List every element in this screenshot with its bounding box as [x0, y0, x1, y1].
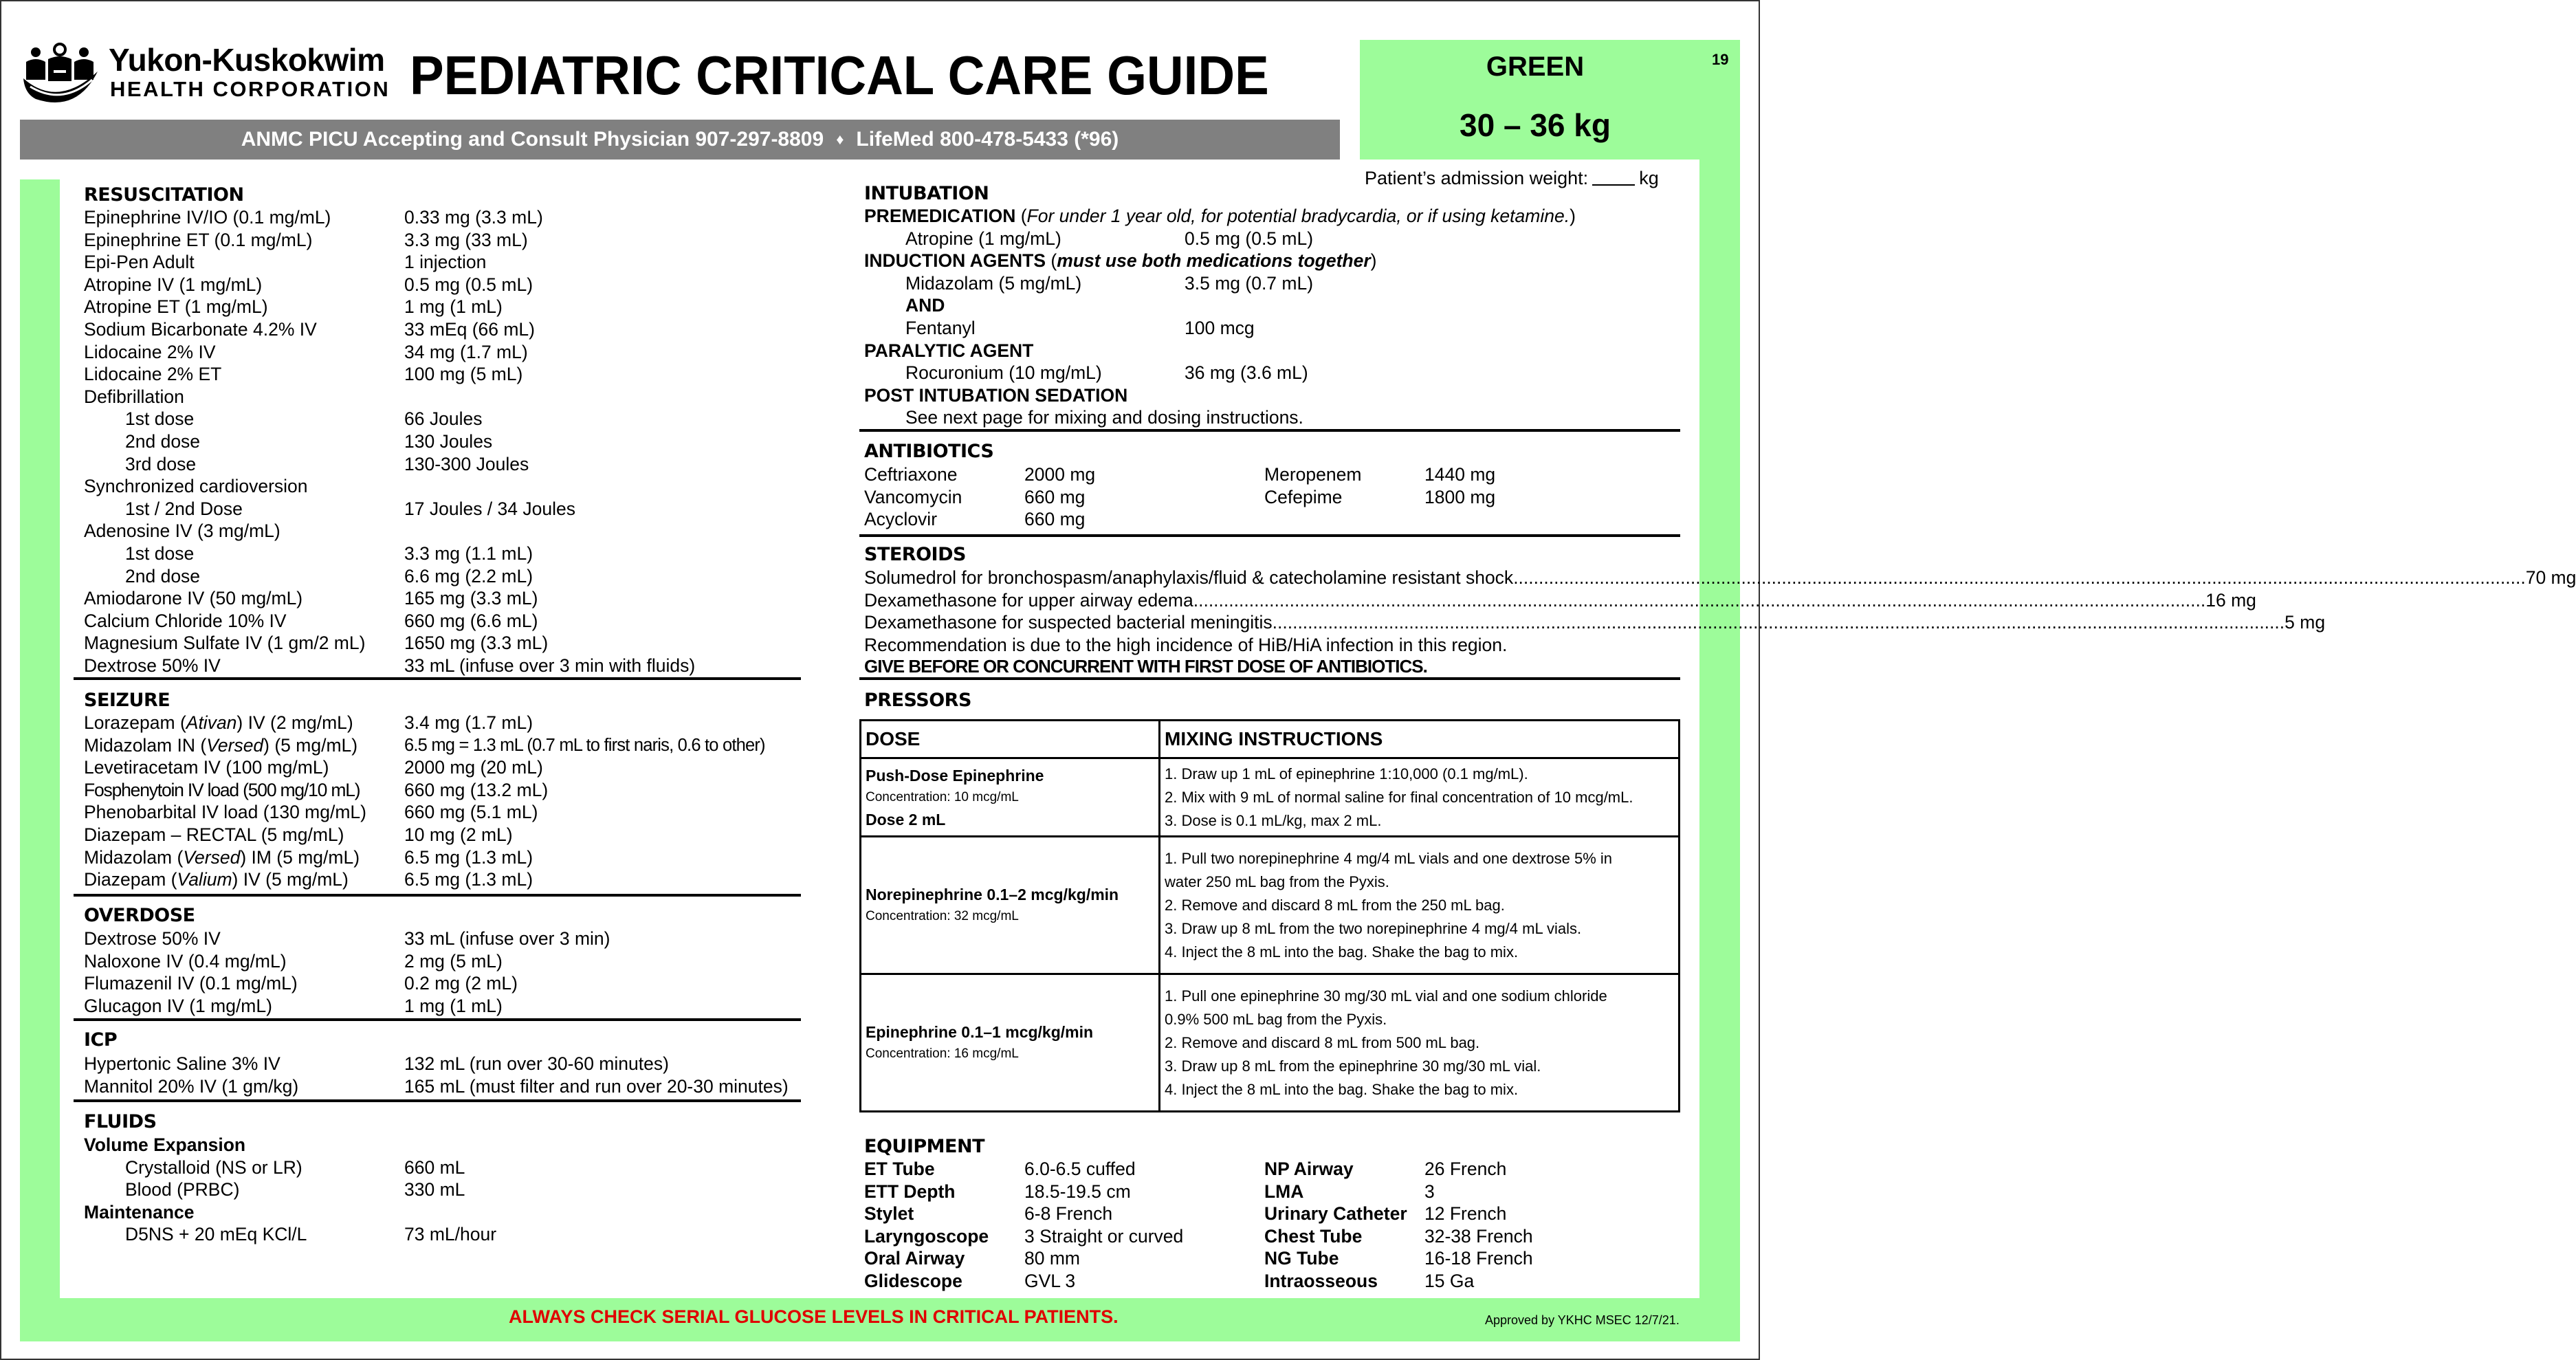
- item-label: [84, 779, 360, 801]
- item-label: Solumedrol for bronchospasm/anaphylaxis/fluid & catecholamine resistant shock: [864, 567, 1514, 588]
- item-value: 34 mg (1.7 mL): [404, 341, 528, 362]
- pressor-concentration: Concentration: 32 mcg/mL: [866, 908, 1019, 923]
- page-title: PEDIATRIC CRITICAL CARE GUIDE: [410, 45, 1269, 106]
- item-value: 330 mL: [404, 1179, 465, 1200]
- item-value: 36 mg (3.6 mL): [1185, 362, 1308, 384]
- mixing-step: water 250 mL bag from the Pyxis.: [1165, 873, 1389, 890]
- dot-leader: ........................................................................................................................................................................................................: [1272, 612, 2285, 633]
- item-label: Intraosseous: [1264, 1271, 1378, 1291]
- item-label: Volume Expansion: [84, 1134, 246, 1155]
- label-part: Levetiracetam IV (100 mg/mL): [84, 757, 329, 778]
- mixing-step: 4. Inject the 8 mL into the bag. Shake the bag to mix.: [1165, 943, 1519, 961]
- item-value: 660 mg (13.2 mL): [404, 779, 549, 800]
- item-label: [84, 712, 353, 734]
- item-label: 2nd dose: [125, 431, 201, 452]
- item-label: Cefepime: [1264, 486, 1343, 507]
- item-label: Vancomycin: [864, 486, 962, 507]
- item-value: 3 Straight or curved: [1024, 1225, 1184, 1247]
- approval-note: Approved by YKHC MSEC 12/7/21.: [1485, 1313, 1680, 1327]
- paren: (: [1046, 250, 1057, 272]
- item-label: AND: [905, 295, 945, 316]
- item-value: 6.0-6.5 cuffed: [1024, 1159, 1136, 1179]
- item-value: 6-8 French: [1024, 1203, 1113, 1225]
- pressor-dose: Dose 2 mL: [866, 810, 946, 829]
- pressor-row: [861, 837, 1680, 974]
- brand-name: Versed: [206, 734, 264, 756]
- item-label: [84, 801, 366, 823]
- resuscitation-heading: RESUSCITATION: [84, 184, 244, 206]
- item-label: [84, 756, 329, 778]
- item-value: 100 mg (5 mL): [404, 364, 523, 385]
- item-label: Dexamethasone for suspected bacterial meningitis: [864, 612, 1273, 633]
- item-label: ETT Depth: [864, 1181, 956, 1202]
- pressor-name: Epinephrine 0.1–1 mcg/kg/min: [866, 1022, 1094, 1041]
- item-value: 18.5-19.5 cm: [1024, 1181, 1131, 1202]
- item-value: 0.33 mg (3.3 mL): [404, 207, 543, 228]
- steroids-heading: STEROIDS: [864, 544, 966, 565]
- item-value: 0.5 mg (0.5 mL): [404, 274, 533, 295]
- item-value: 165 mg (3.3 mL): [404, 588, 538, 609]
- admission-weight-field[interactable]: [1592, 171, 1635, 186]
- item-label: Dexamethasone for upper airway edema: [864, 589, 1193, 611]
- contact-bar: [20, 120, 1340, 160]
- item-label: Calcium Chloride 10% IV: [84, 610, 287, 631]
- intubation-heading: INTUBATION: [864, 183, 989, 204]
- subheading-label: PREMEDICATION: [864, 206, 1016, 226]
- item-label: Fentanyl: [905, 318, 976, 338]
- item-label: Sodium Bicarbonate 4.2% IV: [84, 319, 317, 340]
- pressor-concentration: Concentration: 16 mcg/mL: [866, 1046, 1019, 1061]
- mixing-step: 2. Mix with 9 mL of normal saline for final concentration of 10 mcg/mL.: [1165, 788, 1633, 806]
- pressors-heading: PRESSORS: [864, 690, 971, 711]
- item-label: Dextrose 50% IV: [84, 928, 221, 949]
- item-label: Blood (PRBC): [125, 1179, 240, 1200]
- lifemed-contact: LifeMed 800-478-5433 (*96): [856, 128, 1119, 151]
- item-label: Magnesium Sulfate IV (1 gm/2 mL): [84, 633, 366, 654]
- item-label: 2nd dose: [125, 565, 201, 586]
- mixing-step: 2. Remove and discard 8 mL from 500 mL bag.: [1165, 1033, 1480, 1051]
- intubation-subheading: [864, 384, 1127, 406]
- section-divider: [74, 894, 801, 897]
- item-label: [84, 734, 357, 756]
- item-label: Lidocaine 2% IV: [84, 341, 216, 362]
- item-value: 80 mm: [1024, 1248, 1080, 1269]
- item-value: 33 mL (infuse over 3 min with fluids): [404, 655, 696, 676]
- pressor-name: Push-Dose Epinephrine: [866, 766, 1044, 785]
- seizure-heading: SEIZURE: [84, 690, 170, 711]
- item-value: 130 Joules: [404, 431, 493, 452]
- item-value: 12 French: [1424, 1203, 1507, 1225]
- item-value: 6.6 mg (2.2 mL): [404, 565, 533, 586]
- item-value: 130-300 Joules: [404, 453, 529, 474]
- item-label: [84, 846, 360, 868]
- label-part: Diazepam (: [84, 869, 177, 890]
- glucose-warning: ALWAYS CHECK SERIAL GLUCOSE LEVELS IN CRITICAL PATIENTS.: [509, 1306, 1119, 1327]
- section-divider: [74, 1099, 801, 1102]
- subheading-note: For under 1 year old, for potential bradycardia, or if using ketamine.: [1026, 206, 1570, 226]
- item-label: Midazolam (5 mg/mL): [905, 272, 1082, 294]
- label-part: Midazolam (: [84, 846, 184, 868]
- diamond-icon: ♦: [836, 131, 844, 148]
- steroids-warning: GIVE BEFORE OR CONCURRENT WITH FIRST DOSE OF ANTIBIOTICS.: [864, 656, 1427, 677]
- brand-name: Valium: [177, 869, 232, 890]
- intubation-subheading: [864, 340, 1033, 362]
- item-label: NG Tube: [1264, 1248, 1339, 1269]
- item-label: Epi-Pen Adult: [84, 252, 195, 273]
- label-part: Midazolam IN (: [84, 734, 207, 756]
- org-name: Yukon-Kuskokwim: [109, 42, 385, 78]
- item-value: 70 mg: [2525, 567, 2576, 588]
- label-part: ) IV (5 mg/mL): [232, 869, 349, 890]
- dot-leader: ........................................................................................................................................................................................................: [1513, 567, 2526, 588]
- paren: ): [1570, 206, 1576, 226]
- item-label: Atropine (1 mg/mL): [905, 228, 1061, 249]
- item-label: Amiodarone IV (50 mg/mL): [84, 588, 303, 609]
- brand-name: Ativan: [186, 712, 237, 733]
- mixing-step: 1. Pull two norepinephrine 4 mg/4 mL vials and one dextrose 5% in: [1165, 849, 1613, 867]
- subheading-label: INDUCTION AGENTS: [864, 250, 1046, 272]
- item-label: [84, 868, 349, 890]
- item-value: 1440 mg: [1424, 464, 1496, 485]
- item-label: Meropenem: [1264, 464, 1362, 485]
- item-value: 1 mg (1 mL): [404, 296, 503, 318]
- item-value: 660 mg: [1024, 509, 1086, 530]
- item-label: Epinephrine IV/IO (0.1 mg/mL): [84, 207, 331, 228]
- weight-range: 30 – 36 kg: [1460, 107, 1611, 143]
- ykhc-logo: [21, 42, 390, 105]
- pressor-mixing-cell: [1160, 837, 1680, 974]
- fluids-heading: FLUIDS: [84, 1111, 157, 1132]
- mixing-step: 3. Draw up 8 mL from the epinephrine 30 mg/30 mL vial.: [1165, 1057, 1541, 1075]
- intubation-subheading: [864, 205, 1576, 227]
- item-value: 17 Joules / 34 Joules: [404, 498, 575, 519]
- admission-weight-label: Patient’s admission weight:: [1365, 168, 1589, 188]
- item-label: Naloxone IV (0.4 mg/mL): [84, 950, 287, 972]
- item-label: NP Airway: [1264, 1159, 1354, 1179]
- item-value: 3.3 mg (1.1 mL): [404, 543, 533, 564]
- steroids-note: Recommendation is due to the high incidence of HiB/HiA infection in this region.: [864, 634, 1508, 655]
- item-value: 2000 mg (20 mL): [404, 757, 543, 778]
- item-value: 6.5 mg (1.3 mL): [404, 846, 533, 868]
- item-value: 1800 mg: [1424, 486, 1496, 507]
- item-label: Dextrose 50% IV: [84, 655, 221, 676]
- frame-right: [1699, 160, 1740, 1341]
- item-value: 6.5 mg (1.3 mL): [404, 869, 533, 890]
- item-label: See next page for mixing and dosing instructions.: [905, 407, 1303, 428]
- item-value: 3.4 mg (1.7 mL): [404, 712, 533, 733]
- item-label: Hypertonic Saline 3% IV: [84, 1053, 280, 1074]
- item-value: GVL 3: [1024, 1271, 1076, 1291]
- item-label: Rocuronium (10 mg/mL): [905, 362, 1102, 384]
- dot-leader: ........................................................................................................................................................................................................: [1193, 589, 2206, 611]
- paren: ): [1370, 250, 1377, 272]
- mixing-step: 1. Pull one epinephrine 30 mg/30 mL vial and one sodium chloride: [1165, 987, 1607, 1005]
- item-value: 660 mg (6.6 mL): [404, 610, 538, 631]
- item-value: 33 mL (infuse over 3 min): [404, 928, 610, 949]
- item-label: [84, 824, 344, 846]
- item-label: Glucagon IV (1 mg/mL): [84, 995, 272, 1016]
- item-value: 32-38 French: [1424, 1225, 1533, 1247]
- dose-column-header: DOSE: [861, 721, 1160, 758]
- page-number: 19: [1712, 51, 1729, 68]
- item-label: Atropine ET (1 mg/mL): [84, 296, 268, 318]
- item-value: 15 Ga: [1424, 1271, 1475, 1291]
- pressor-dose-cell: [861, 974, 1160, 1112]
- item-label: 3rd dose: [125, 453, 197, 474]
- color-label: GREEN: [1486, 52, 1585, 82]
- section-divider: [859, 429, 1680, 432]
- item-value: 66 Joules: [404, 408, 483, 430]
- item-value: 3: [1424, 1181, 1435, 1202]
- admission-weight-unit: kg: [1639, 168, 1659, 188]
- item-label: Crystalloid (NS or LR): [125, 1156, 302, 1178]
- subheading-note: must use both medications together: [1057, 250, 1371, 272]
- item-value: 2 mg (5 mL): [404, 950, 503, 972]
- mixing-step: 3. Dose is 0.1 mL/kg, max 2 mL.: [1165, 811, 1382, 829]
- pressor-name: Norepinephrine 0.1–2 mcg/kg/min: [866, 885, 1119, 903]
- item-label: Glidescope: [864, 1271, 962, 1291]
- item-value: 0.2 mg (2 mL): [404, 973, 518, 994]
- label-part: ) IM (5 mg/mL): [240, 846, 360, 868]
- item-label: Ceftriaxone: [864, 464, 958, 485]
- pressor-row: [861, 974, 1680, 1112]
- steroid-row: [864, 611, 2326, 633]
- item-label: ET Tube: [864, 1159, 935, 1179]
- label-part: Diazepam – RECTAL (5 mg/mL): [84, 824, 344, 845]
- overdose-heading: OVERDOSE: [84, 905, 195, 926]
- pressor-row: [861, 758, 1680, 837]
- item-value: 660 mg: [1024, 486, 1086, 507]
- item-label: Flumazenil IV (0.1 mg/mL): [84, 973, 298, 994]
- item-value: 132 mL (run over 30-60 minutes): [404, 1053, 669, 1074]
- item-value: 2000 mg: [1024, 464, 1096, 485]
- item-label: Stylet: [864, 1203, 914, 1225]
- equipment-list: [864, 1158, 1682, 1295]
- item-label: 1st dose: [125, 408, 195, 430]
- item-value: 73 mL/hour: [404, 1224, 497, 1245]
- item-label: Urinary Catheter: [1264, 1203, 1407, 1225]
- org-subtitle: HEALTH CORPORATION: [110, 77, 390, 101]
- mixing-step: 2. Remove and discard 8 mL from the 250 mL bag.: [1165, 896, 1505, 914]
- item-label: Epinephrine ET (0.1 mg/mL): [84, 229, 313, 250]
- item-label: Mannitol 20% IV (1 gm/kg): [84, 1075, 299, 1097]
- item-label: D5NS + 20 mEq KCl/L: [125, 1224, 307, 1245]
- label-part: Phenobarbital IV load (130 mg/mL): [84, 802, 366, 823]
- section-divider: [74, 1018, 801, 1021]
- item-value: 165 mL (must filter and run over 20-30 minutes): [404, 1075, 789, 1097]
- mixing-step: 0.9% 500 mL bag from the Pyxis.: [1165, 1010, 1387, 1028]
- item-value: 16 mg: [2205, 589, 2256, 611]
- mixing-step: 4. Inject the 8 mL into the bag. Shake the bag to mix.: [1165, 1080, 1519, 1098]
- mixing-step: 1. Draw up 1 mL of epinephrine 1:10,000 (0.1 mg/mL).: [1165, 765, 1528, 782]
- label-part: ) (5 mg/mL): [263, 734, 358, 756]
- item-label: Synchronized cardioversion: [84, 476, 308, 497]
- pressor-mixing-cell: [1160, 974, 1680, 1112]
- pressors-table: [859, 719, 1680, 1112]
- item-label: Atropine IV (1 mg/mL): [84, 274, 263, 295]
- item-label: 1st / 2nd Dose: [125, 498, 243, 519]
- pressor-dose-cell: [861, 837, 1160, 974]
- item-label: LMA: [1264, 1181, 1304, 1202]
- item-value: 1 injection: [404, 252, 487, 273]
- section-divider: [74, 677, 801, 680]
- label-part: Lorazepam (: [84, 712, 186, 733]
- item-value: 3.5 mg (0.7 mL): [1185, 272, 1314, 294]
- mixing-step: 3. Draw up 8 mL from the two norepinephrine 4 mg/4 mL vials.: [1165, 919, 1582, 937]
- frame-left: [20, 179, 60, 1341]
- section-divider: [859, 534, 1680, 537]
- icp-heading: ICP: [84, 1029, 118, 1051]
- subheading-label: PARALYTIC AGENT: [864, 340, 1034, 361]
- paren: (: [1015, 206, 1027, 226]
- item-label: Adenosine IV (3 mg/mL): [84, 520, 280, 542]
- item-value: 3.3 mg (33 mL): [404, 229, 528, 250]
- item-value: 660 mg (5.1 mL): [404, 802, 538, 823]
- item-value: 1650 mg (3.3 mL): [404, 633, 549, 654]
- admission-weight: [1365, 168, 1659, 189]
- antibiotics-list: [864, 463, 1682, 532]
- steroid-row: [864, 567, 2576, 589]
- pressor-mixing-cell: [1160, 758, 1680, 837]
- item-value: 6.5 mg = 1.3 mL (0.7 mL to first naris, 0.6 to other): [404, 735, 765, 755]
- item-value: 0.5 mg (0.5 mL): [1185, 228, 1314, 249]
- item-label: 1st dose: [125, 543, 195, 564]
- equipment-heading: EQUIPMENT: [864, 1136, 984, 1157]
- item-value: 33 mEq (66 mL): [404, 319, 535, 340]
- item-label: Laryngoscope: [864, 1225, 989, 1247]
- intubation-subheading: [864, 250, 1377, 272]
- pressor-dose-cell: [861, 758, 1160, 837]
- label-part: Fosphenytoin IV load (500 mg/10 mL): [84, 779, 360, 800]
- item-label: Acyclovir: [864, 509, 938, 530]
- item-label: Defibrillation: [84, 386, 184, 407]
- item-label: Maintenance: [84, 1201, 195, 1222]
- subheading-label: POST INTUBATION SEDATION: [864, 384, 1128, 406]
- steroid-row: [864, 589, 2256, 611]
- item-value: 10 mg (2 mL): [404, 824, 513, 845]
- item-label: Lidocaine 2% ET: [84, 364, 222, 385]
- picu-contact: ANMC PICU Accepting and Consult Physician 907-297-8809: [241, 128, 824, 151]
- pressor-concentration: Concentration: 10 mcg/mL: [866, 789, 1019, 804]
- item-value: 5 mg: [2285, 612, 2326, 633]
- item-value: 26 French: [1424, 1159, 1507, 1179]
- logo-people-icon: [21, 43, 100, 106]
- brand-name: Versed: [183, 846, 241, 868]
- item-label: Oral Airway: [864, 1248, 965, 1269]
- item-value: 1 mg (1 mL): [404, 995, 503, 1016]
- item-value: 16-18 French: [1424, 1248, 1533, 1269]
- item-label: Chest Tube: [1264, 1225, 1363, 1247]
- item-value: 660 mL: [404, 1156, 465, 1178]
- mixing-column-header: MIXING INSTRUCTIONS: [1160, 721, 1680, 758]
- section-divider: [859, 677, 1680, 680]
- antibiotics-heading: ANTIBIOTICS: [864, 441, 994, 462]
- item-value: 100 mcg: [1185, 318, 1255, 338]
- label-part: ) IV (2 mg/mL): [236, 712, 353, 733]
